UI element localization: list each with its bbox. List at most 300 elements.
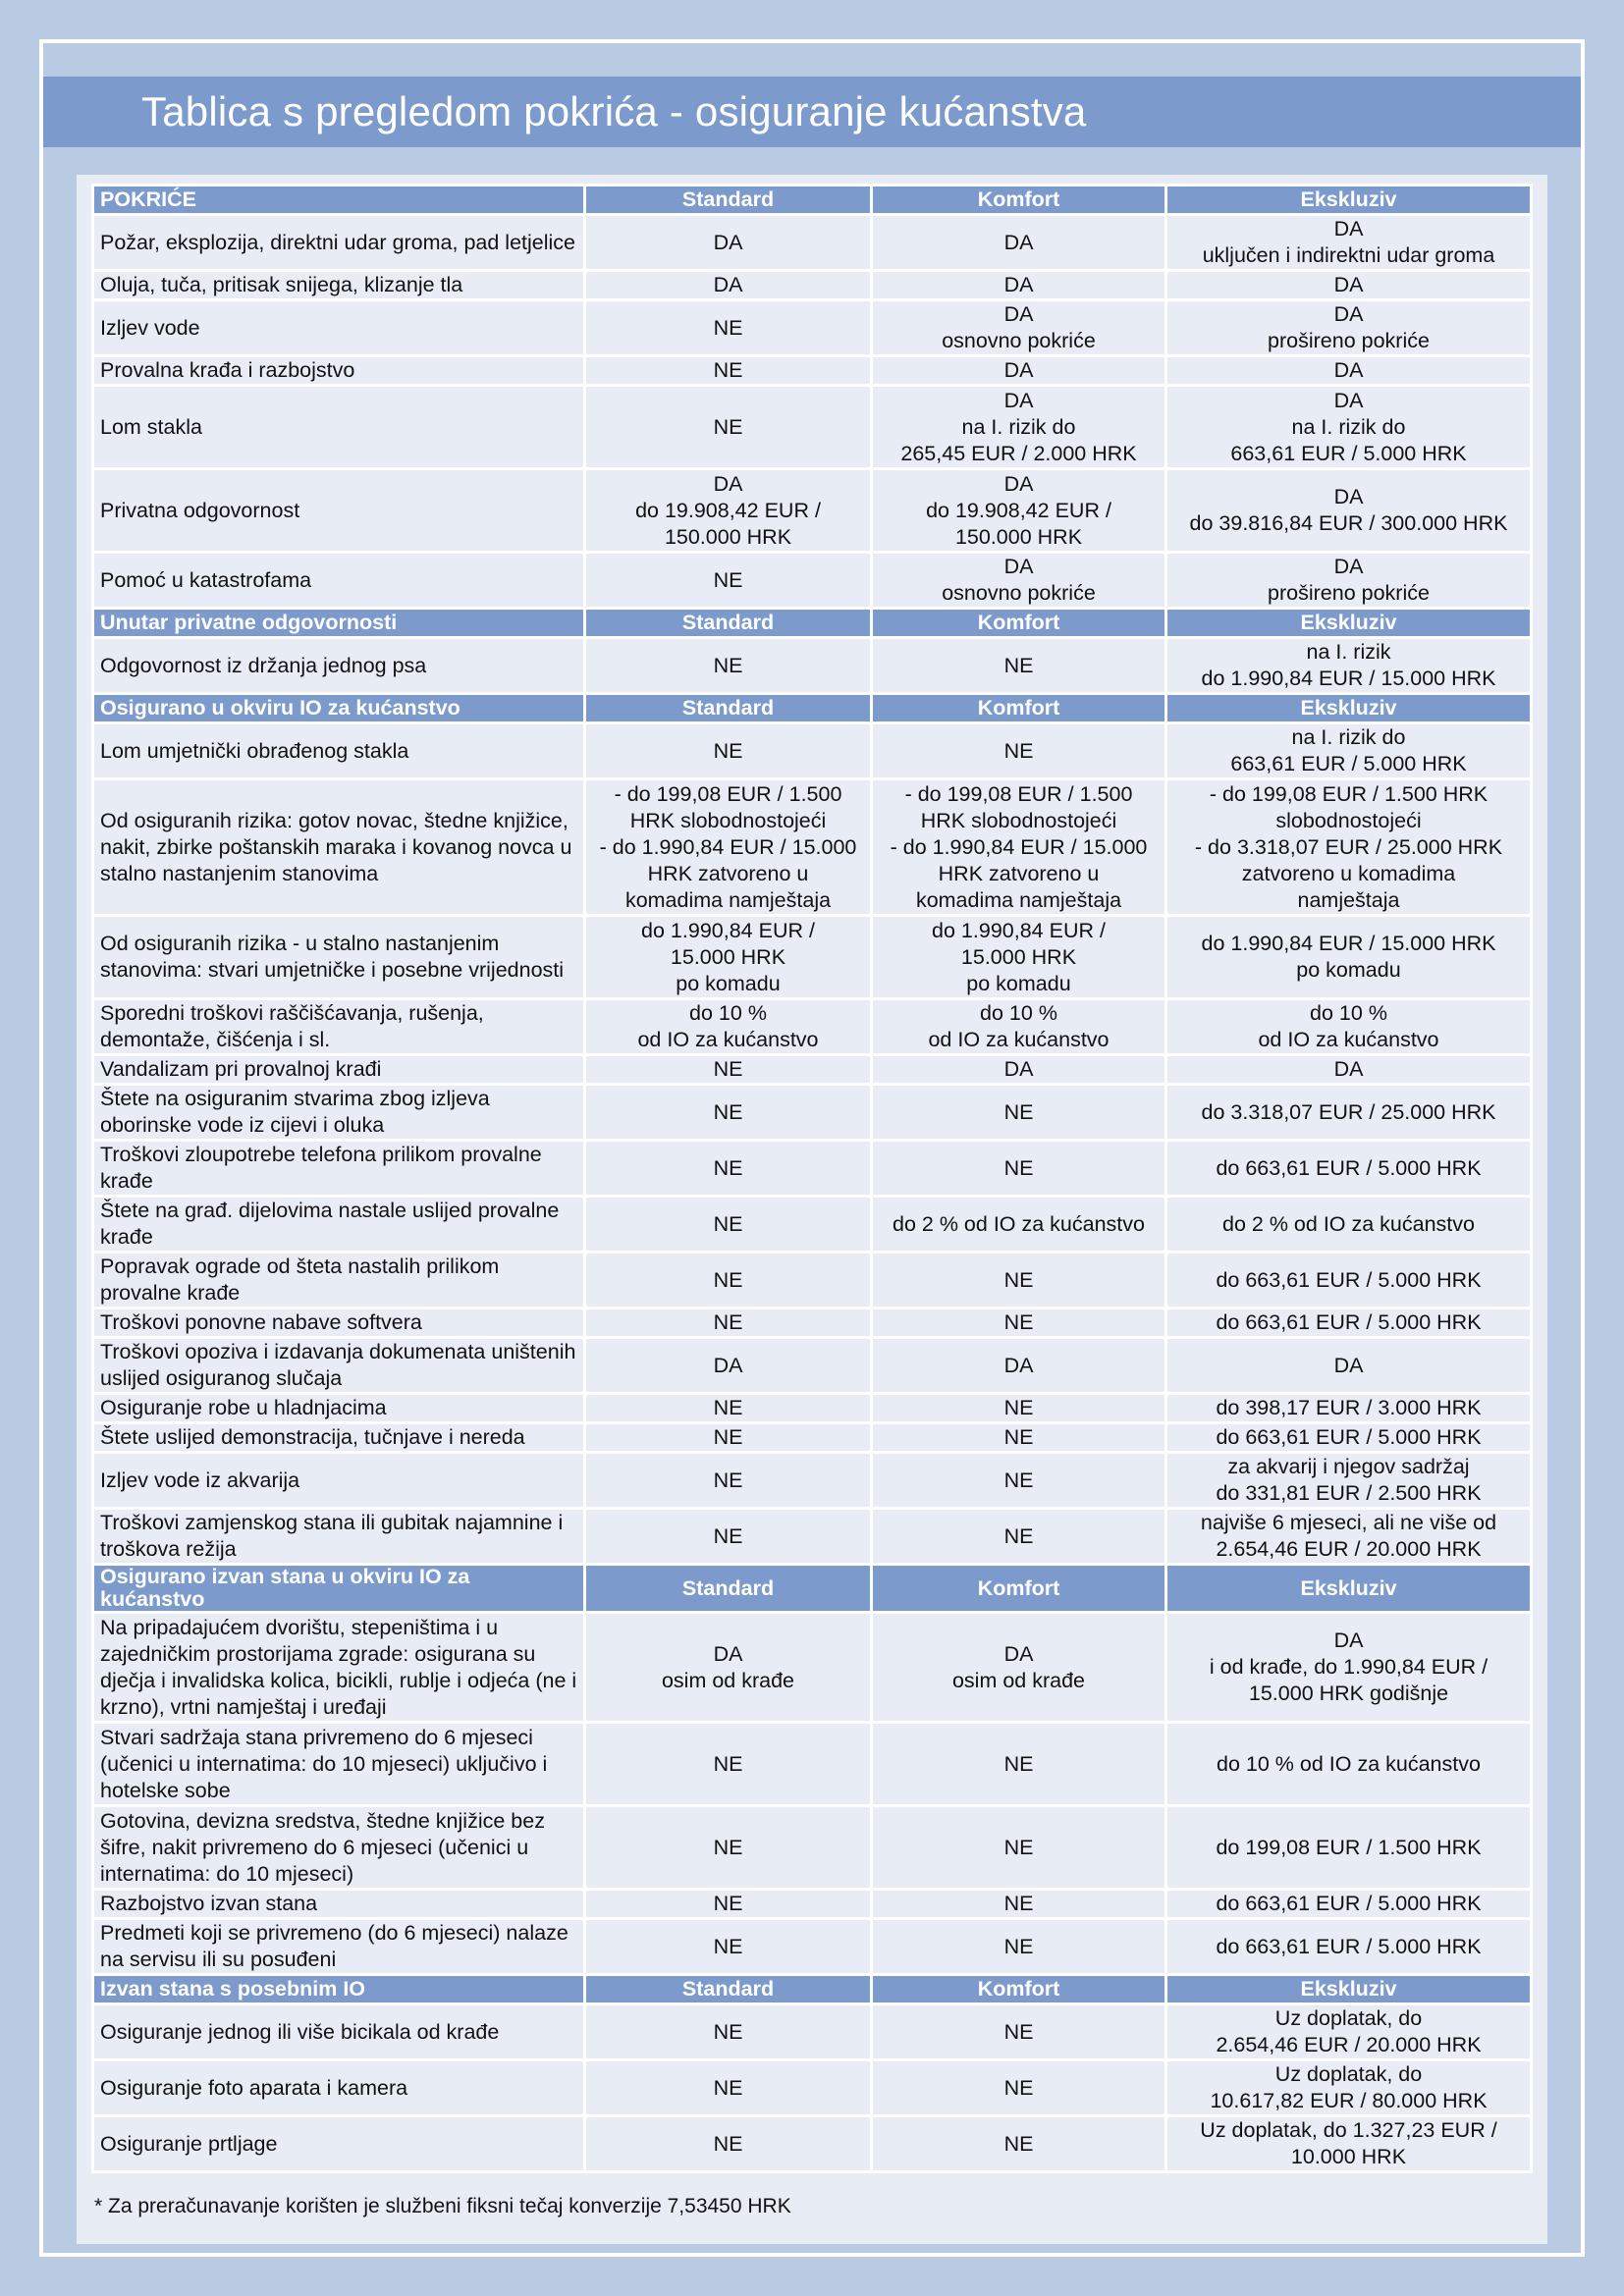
cell-ekskluziv [1166, 1919, 1532, 1975]
cell-line: NE [713, 1425, 743, 1449]
cell-ekskluziv [1166, 779, 1532, 916]
cell-komfort [872, 1085, 1166, 1141]
cell-ekskluziv [1166, 1423, 1532, 1453]
table-row [93, 999, 1532, 1055]
cell-line: - do 1.990,84 EUR / 15.000 [890, 834, 1148, 859]
row-label: Lom umjetnički obrađenog stakla [93, 723, 585, 779]
cell-standard [585, 271, 872, 300]
cell-line: - do 199,08 EUR / 1.500 [614, 781, 842, 806]
table-row [93, 1890, 1532, 1919]
cell-line: DA [713, 230, 743, 254]
cell-komfort [872, 469, 1166, 553]
column-header-komfort: Komfort [872, 186, 1166, 215]
cell-line: zatvoreno u komadima [1241, 861, 1456, 885]
cell-komfort [872, 271, 1166, 300]
cell-standard [585, 1308, 872, 1338]
cell-line: do 10 % [689, 1001, 767, 1025]
cell-line: NE [1003, 1934, 1034, 1958]
cell-line: NE [713, 414, 743, 439]
cell-line: do 1.990,84 EUR / 15.000 HRK [1201, 667, 1496, 690]
cell-line: do 663,61 EUR / 5.000 HRK [1216, 1155, 1482, 1180]
cell-line: na I. rizik do [961, 414, 1076, 439]
cell-komfort [872, 723, 1166, 779]
cell-line: NE [1003, 1468, 1034, 1492]
table-row [93, 1453, 1532, 1509]
table-row [93, 1085, 1532, 1141]
cell-line: NE [713, 1310, 743, 1334]
cell-line: namještaja [1297, 887, 1400, 912]
cell-line: DA [713, 471, 743, 496]
section-header [93, 1975, 1532, 2004]
cell-line: NE [713, 1155, 743, 1180]
cell-ekskluziv [1166, 723, 1532, 779]
table-row [93, 1919, 1532, 1975]
cell-line: DA [713, 1641, 743, 1666]
cell-line: do 10 % [1310, 1001, 1387, 1025]
column-header-komfort: Komfort [872, 609, 1166, 638]
cell-line: do 19.908,42 EUR / [926, 498, 1111, 522]
cell-line: osim od krađe [951, 1668, 1086, 1692]
cell-komfort [872, 916, 1166, 999]
cell-line: osnovno pokriće [942, 581, 1096, 605]
cell-standard [585, 1509, 872, 1565]
row-label: Gotovina, devizna sredstva, štedne knjižice bez šifre, nakit privremeno do 6 mjeseci (učenici u internatima: do 10 mjeseci) [93, 1806, 585, 1890]
cell-ekskluziv [1166, 1723, 1532, 1806]
cell-line: DA [1333, 358, 1364, 382]
cell-standard [585, 779, 872, 916]
cell-komfort [872, 1338, 1166, 1394]
row-label: Požar, eksplozija, direktni udar groma, pad letjelice [93, 215, 585, 271]
cell-komfort [872, 386, 1166, 469]
cell-komfort [872, 553, 1166, 609]
cell-line: NE [1003, 2019, 1034, 2044]
cell-line: - do 3.318,07 EUR / 25.000 HRK [1194, 834, 1503, 859]
cell-line: od IO za kućanstvo [928, 1028, 1110, 1051]
table-row [93, 1723, 1532, 1806]
cell-komfort [872, 1723, 1166, 1806]
cell-ekskluziv [1166, 638, 1532, 694]
cell-standard [585, 1613, 872, 1723]
row-label: Lom stakla [93, 386, 585, 469]
cell-line: HRK zatvoreno u [938, 861, 1100, 885]
cell-ekskluziv [1166, 1453, 1532, 1509]
row-label: Sporedni troškovi raščišćavanja, rušenja, demontaže, čišćenja i sl. [93, 999, 585, 1055]
cell-ekskluziv [1166, 1806, 1532, 1890]
cell-line: 10.617,82 EUR / 80.000 HRK [1210, 2089, 1488, 2112]
cell-ekskluziv [1166, 916, 1532, 999]
cell-line: DA [1003, 1353, 1034, 1377]
table-row [93, 723, 1532, 779]
cell-komfort [872, 1308, 1166, 1338]
cell-line: do 663,61 EUR / 5.000 HRK [1216, 1425, 1482, 1449]
table-row [93, 215, 1532, 271]
cell-line: po komadu [966, 971, 1071, 995]
cell-line: DA [1333, 273, 1364, 296]
column-header-komfort: Komfort [872, 1565, 1166, 1613]
cell-line: do 199,08 EUR / 1.500 HRK [1216, 1835, 1482, 1859]
cell-line: NE [713, 1468, 743, 1492]
cell-komfort [872, 1890, 1166, 1919]
cell-line: najviše 6 mjeseci, ali ne više od [1200, 1511, 1497, 1534]
cell-line: do 10 % [980, 1001, 1057, 1025]
cell-line: NE [1003, 1155, 1034, 1180]
cell-line: za akvarij i njegov sadržaj [1227, 1455, 1470, 1478]
coverage-table [91, 184, 1533, 2173]
row-label: Osiguranje foto aparata i kamera [93, 2060, 585, 2116]
cell-komfort [872, 1919, 1166, 1975]
cell-line: 265,45 EUR / 2.000 HRK [900, 441, 1137, 465]
cell-ekskluziv [1166, 553, 1532, 609]
cell-line: NE [1003, 2075, 1034, 2100]
cell-komfort [872, 1509, 1166, 1565]
row-label: Od osiguranih rizika - u stalno nastanjenim stanovima: stvari umjetničke i posebne vrijednosti [93, 916, 585, 999]
cell-standard [585, 1890, 872, 1919]
cell-standard [585, 215, 872, 271]
row-label: Osiguranje robe u hladnjacima [93, 1394, 585, 1423]
cell-standard [585, 916, 872, 999]
cell-line: na I. rizik [1306, 640, 1391, 664]
cell-standard [585, 723, 872, 779]
cell-line: DA [1333, 217, 1364, 240]
cell-line: 150.000 HRK [954, 524, 1083, 549]
cell-line: NE [713, 1835, 743, 1859]
cell-standard [585, 553, 872, 609]
row-label: Štete na građ. dijelovima nastale uslijed provalne krađe [93, 1197, 585, 1253]
cell-line: DA [1333, 1353, 1364, 1377]
cell-komfort [872, 1197, 1166, 1253]
cell-standard [585, 1055, 872, 1085]
cell-ekskluziv [1166, 1613, 1532, 1723]
page-title: Tablica s pregledom pokrića - osiguranje kućanstva [43, 77, 1581, 147]
cell-komfort [872, 2004, 1166, 2060]
cell-line: na I. rizik do [1291, 725, 1406, 749]
column-header-standard: Standard [585, 609, 872, 638]
cell-line: NE [1003, 1267, 1034, 1292]
cell-line: HRK slobodnostojeći [629, 808, 827, 832]
table-row [93, 1338, 1532, 1394]
cell-line: - do 1.990,84 EUR / 15.000 [599, 834, 857, 859]
row-label: Oluja, tuča, pritisak snijega, klizanje tla [93, 271, 585, 300]
cell-komfort [872, 1141, 1166, 1197]
cell-line: DA [1003, 1641, 1034, 1666]
row-label: Osiguranje prtljage [93, 2116, 585, 2172]
column-header-ekskluziv: Ekskluziv [1166, 1975, 1532, 2004]
cell-line: prošireno pokriće [1268, 329, 1430, 352]
cell-line: NE [1003, 2131, 1034, 2156]
table-row [93, 1613, 1532, 1723]
cell-standard [585, 356, 872, 386]
cell-line: 150.000 HRK [664, 524, 792, 549]
cell-line: DA [1333, 1629, 1364, 1652]
column-header-standard: Standard [585, 694, 872, 723]
cell-line: DA [1333, 302, 1364, 326]
cell-standard [585, 1453, 872, 1509]
cell-line: DA [1003, 230, 1034, 254]
cell-ekskluziv [1166, 1085, 1532, 1141]
section-title: Unutar privatne odgovornosti [93, 609, 585, 638]
cell-line: NE [713, 567, 743, 592]
table-row [93, 1141, 1532, 1197]
cell-komfort [872, 1055, 1166, 1085]
cell-line: osnovno pokriće [942, 329, 1096, 352]
cell-komfort [872, 2060, 1166, 2116]
cell-standard [585, 1085, 872, 1141]
cell-line: osim od krađe [661, 1668, 795, 1692]
cell-standard [585, 999, 872, 1055]
row-label: Vandalizam pri provalnoj krađi [93, 1055, 585, 1085]
cell-komfort [872, 300, 1166, 356]
table-row [93, 1055, 1532, 1085]
cell-line: od IO za kućanstvo [637, 1028, 819, 1051]
cell-line: NE [713, 1751, 743, 1776]
row-label: Osiguranje jednog ili više bicikala od krađe [93, 2004, 585, 2060]
table-row [93, 916, 1532, 999]
row-label: Izljev vode iz akvarija [93, 1453, 585, 1509]
cell-standard [585, 469, 872, 553]
cell-standard [585, 2004, 872, 2060]
cell-ekskluziv [1166, 386, 1532, 469]
cell-komfort [872, 215, 1166, 271]
cell-line: NE [1003, 1751, 1034, 1776]
cell-line: od IO za kućanstvo [1258, 1028, 1439, 1051]
cell-line: do 398,17 EUR / 3.000 HRK [1216, 1396, 1482, 1419]
cell-komfort [872, 1453, 1166, 1509]
cell-line: NE [713, 1892, 743, 1915]
cell-line: NE [1003, 1099, 1034, 1124]
cell-line: DA [1003, 555, 1034, 578]
cell-line: - do 199,08 EUR / 1.500 [904, 781, 1133, 806]
section-header [93, 694, 1532, 723]
row-label: Od osiguranih rizika: gotov novac, štedne knjižice, nakit, zbirke poštanskih maraka i kovanog novca u stalno nastanjenim stanovima [93, 779, 585, 916]
cell-ekskluziv [1166, 1197, 1532, 1253]
cell-ekskluziv [1166, 469, 1532, 553]
cell-line: 15.000 HRK [960, 944, 1077, 969]
cell-line: HRK slobodnostojeći [920, 808, 1117, 832]
table-row [93, 638, 1532, 694]
cell-ekskluziv [1166, 1509, 1532, 1565]
cell-line: do 663,61 EUR / 5.000 HRK [1216, 1934, 1482, 1958]
cell-ekskluziv [1166, 1055, 1532, 1085]
cell-line: NE [713, 1396, 743, 1419]
row-label: Razbojstvo izvan stana [93, 1890, 585, 1919]
row-label: Popravak ograde od šteta nastalih prilikom provalne krađe [93, 1253, 585, 1308]
cell-standard [585, 638, 872, 694]
cell-line: NE [1003, 1396, 1034, 1419]
cell-line: do 663,61 EUR / 5.000 HRK [1216, 1310, 1482, 1334]
cell-line: 2.654,46 EUR / 20.000 HRK [1216, 2033, 1482, 2056]
cell-ekskluziv [1166, 2116, 1532, 2172]
row-label: Na pripadajućem dvorištu, stepeništima i u zajedničkim prostorijama zgrade: osigurana su dječja i invalidska kolica, bicikli, rublje i odjeća (ne i krzno), vrtni namještaj i uređaji [93, 1613, 585, 1723]
cell-line: do 1.990,84 EUR / [641, 918, 815, 942]
cell-standard [585, 1141, 872, 1197]
cell-ekskluziv [1166, 1394, 1532, 1423]
cell-ekskluziv [1166, 2060, 1532, 2116]
column-header-ekskluziv: Ekskluziv [1166, 1565, 1532, 1613]
cell-line: po komadu [676, 971, 781, 995]
cell-komfort [872, 1394, 1166, 1423]
cell-line: NE [1003, 1892, 1034, 1915]
row-label: Privatna odgovornost [93, 469, 585, 553]
column-header-standard: Standard [585, 1565, 872, 1613]
table-row [93, 1253, 1532, 1308]
cell-ekskluziv [1166, 271, 1532, 300]
row-label: Odgovornost iz držanja jednog psa [93, 638, 585, 694]
cell-line: NE [713, 1057, 743, 1081]
cell-line: 2.654,46 EUR / 20.000 HRK [1216, 1537, 1482, 1561]
cell-line: DA [1003, 302, 1034, 326]
table-row [93, 469, 1532, 553]
table-row [93, 779, 1532, 916]
cell-line: do 39.816,84 EUR / 300.000 HRK [1189, 511, 1508, 535]
cell-line: do 331,81 EUR / 2.500 HRK [1216, 1481, 1482, 1505]
table-row [93, 2060, 1532, 2116]
cell-line: DA [1003, 388, 1034, 412]
cell-line: NE [713, 1267, 743, 1292]
cell-standard [585, 1723, 872, 1806]
cell-komfort [872, 779, 1166, 916]
cell-line: NE [1003, 653, 1034, 677]
cell-standard [585, 1197, 872, 1253]
cell-line: komadima namještaja [624, 887, 832, 912]
column-header-komfort: Komfort [872, 694, 1166, 723]
cell-ekskluziv [1166, 2004, 1532, 2060]
cell-ekskluziv [1166, 1308, 1532, 1338]
row-label: Izljev vode [93, 300, 585, 356]
cell-standard [585, 1253, 872, 1308]
cell-ekskluziv [1166, 1890, 1532, 1919]
cell-ekskluziv [1166, 1338, 1532, 1394]
cell-line: do 1.990,84 EUR / [932, 918, 1106, 942]
row-label: Štete na osiguranim stvarima zbog izljeva oborinske vode iz cijevi i oluka [93, 1085, 585, 1141]
cell-standard [585, 386, 872, 469]
table-row [93, 1394, 1532, 1423]
cell-line: NE [713, 2131, 743, 2156]
cell-line: HRK zatvoreno u [647, 861, 809, 885]
table-row [93, 1806, 1532, 1890]
section-header [93, 186, 1532, 215]
cell-line: komadima namještaja [915, 887, 1122, 912]
column-header-ekskluziv: Ekskluziv [1166, 609, 1532, 638]
table-row [93, 1197, 1532, 1253]
cell-line: DA [1333, 1057, 1364, 1081]
cell-line: do 19.908,42 EUR / [635, 498, 821, 522]
section-title: Osigurano izvan stana u okviru IO za kućanstvo [93, 1565, 585, 1613]
cell-line: NE [1003, 1425, 1034, 1449]
cell-line: NE [713, 1211, 743, 1236]
row-label: Troškovi zloupotrebe telefona prilikom provalne krađe [93, 1141, 585, 1197]
row-label: Troškovi ponovne nabave softvera [93, 1308, 585, 1338]
cell-line: DA [713, 273, 743, 296]
column-header-ekskluziv: Ekskluziv [1166, 694, 1532, 723]
cell-line: do 663,61 EUR / 5.000 HRK [1216, 1892, 1482, 1915]
cell-line: uključen i indirektni udar groma [1202, 243, 1495, 267]
cell-line: - do 199,08 EUR / 1.500 HRK [1209, 781, 1489, 806]
column-header-standard: Standard [585, 1975, 872, 2004]
cell-line: NE [713, 358, 743, 382]
cell-line: NE [1003, 1835, 1034, 1859]
cell-line: 15.000 HRK godišnje [1248, 1682, 1449, 1705]
cell-komfort [872, 1423, 1166, 1453]
cell-ekskluziv [1166, 999, 1532, 1055]
footnote: * Za preračunavanje korišten je službeni fiksni tečaj konverzije 7,53450 HRK [94, 2195, 791, 2217]
row-label: Troškovi zamjenskog stana ili gubitak najamnine i troškova režija [93, 1509, 585, 1565]
cell-line: DA [713, 1353, 743, 1377]
cell-line: NE [713, 315, 743, 340]
cell-standard [585, 2116, 872, 2172]
cell-line: Uz doplatak, do [1274, 2006, 1423, 2030]
section-title: POKRIĆE [93, 186, 585, 215]
column-header-standard: Standard [585, 186, 872, 215]
table-row [93, 386, 1532, 469]
cell-line: NE [713, 1099, 743, 1124]
table-row [93, 271, 1532, 300]
cell-line: DA [1003, 1057, 1034, 1081]
cell-line: do 2 % od IO za kućanstvo [893, 1211, 1145, 1236]
row-label: Pomoć u katastrofama [93, 553, 585, 609]
cell-line: NE [1003, 1523, 1034, 1548]
cell-line: na I. rizik do [1291, 414, 1406, 439]
cell-line: DA [1003, 273, 1034, 296]
cell-line: DA [1333, 555, 1364, 578]
cell-line: NE [713, 1934, 743, 1958]
table-row [93, 2116, 1532, 2172]
section-header [93, 1565, 1532, 1613]
cell-ekskluziv [1166, 215, 1532, 271]
table-row [93, 2004, 1532, 2060]
cell-line: do 1.990,84 EUR / 15.000 HRK [1201, 932, 1496, 955]
cell-line: Uz doplatak, do 1.327,23 EUR / [1200, 2118, 1497, 2142]
section-title: Osigurano u okviru IO za kućanstvo [93, 694, 585, 723]
cell-line: DA [1333, 388, 1364, 412]
cell-line: do 2 % od IO za kućanstvo [1222, 1211, 1475, 1236]
cell-line: NE [713, 653, 743, 677]
cell-line: 10.000 HRK [1290, 2145, 1407, 2168]
cell-line: do 3.318,07 EUR / 25.000 HRK [1201, 1099, 1496, 1124]
cell-komfort [872, 1806, 1166, 1890]
row-label: Troškovi opoziva i izdavanja dokumenata uništenih uslijed osiguranog slučaja [93, 1338, 585, 1394]
cell-line: 15.000 HRK [670, 944, 786, 969]
cell-line: DA [1003, 358, 1034, 382]
cell-ekskluziv [1166, 1141, 1532, 1197]
cell-komfort [872, 999, 1166, 1055]
row-label: Predmeti koji se privremeno (do 6 mjeseci) nalaze na servisu ili su posuđeni [93, 1919, 585, 1975]
cell-komfort [872, 1253, 1166, 1308]
cell-ekskluziv [1166, 300, 1532, 356]
row-label: Štete uslijed demonstracija, tučnjave i nereda [93, 1423, 585, 1453]
cell-komfort [872, 356, 1166, 386]
cell-line: Uz doplatak, do [1274, 2062, 1423, 2086]
cell-standard [585, 1806, 872, 1890]
table-row [93, 356, 1532, 386]
cell-line: 663,61 EUR / 5.000 HRK [1230, 752, 1467, 775]
cell-standard [585, 1394, 872, 1423]
cell-line: NE [1003, 738, 1034, 763]
cell-line: NE [1003, 1310, 1034, 1334]
cell-line: NE [713, 738, 743, 763]
table-row [93, 300, 1532, 356]
section-title: Izvan stana s posebnim IO [93, 1975, 585, 2004]
cell-line: po komadu [1296, 958, 1401, 982]
column-header-ekskluziv: Ekskluziv [1166, 186, 1532, 215]
table-row [93, 1509, 1532, 1565]
cell-line: do 663,61 EUR / 5.000 HRK [1216, 1267, 1482, 1292]
cell-line: 663,61 EUR / 5.000 HRK [1230, 441, 1467, 465]
table-row [93, 1423, 1532, 1453]
cell-line: NE [713, 1523, 743, 1548]
cell-line: do 10 % od IO za kućanstvo [1217, 1751, 1481, 1776]
table-row [93, 1308, 1532, 1338]
cell-line: NE [713, 2019, 743, 2044]
